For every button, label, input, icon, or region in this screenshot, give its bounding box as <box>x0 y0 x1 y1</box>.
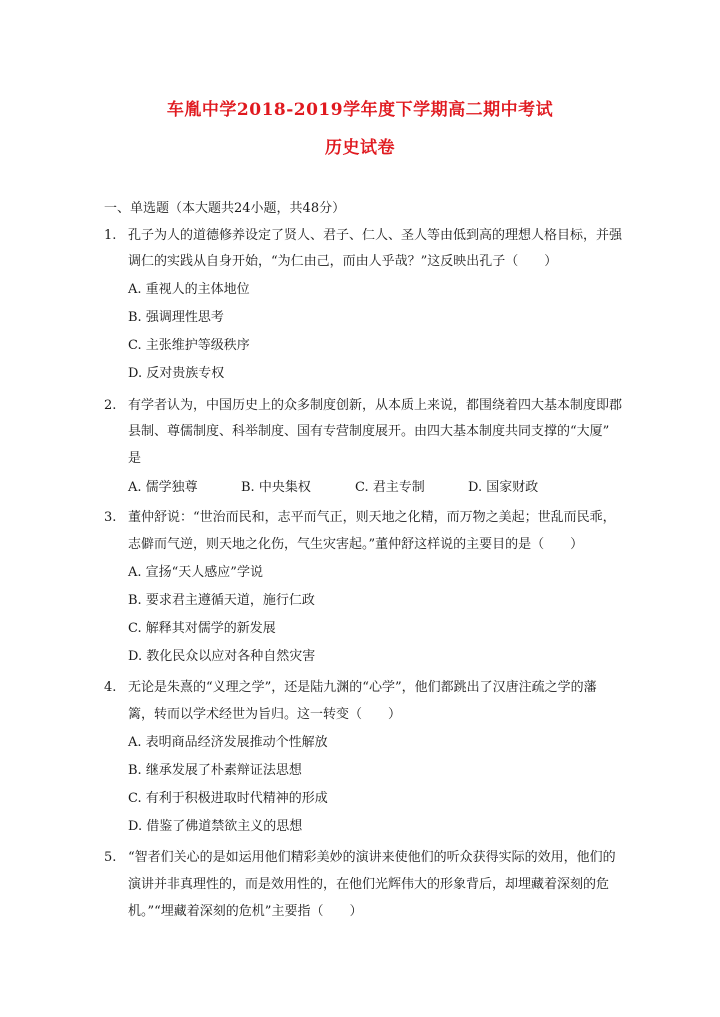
option-b: B. 继承发展了朴素辩证法思想 <box>128 763 302 778</box>
question-number: 2. <box>104 398 117 413</box>
question-number: 1. <box>104 228 117 243</box>
option-d: D. 国家财政 <box>468 480 539 495</box>
option-a: A. 宣扬“天人感应”学说 <box>128 565 263 580</box>
question-number: 5. <box>104 850 117 865</box>
option-b: B. 强调理性思考 <box>128 310 224 325</box>
question-text-line: 孔子为人的道德修养设定了贤人、君子、仁人、圣人等由低到高的理想人格目标，并强 <box>128 228 623 243</box>
option-c: C. 君主专制 <box>355 480 425 495</box>
question-text-line: 无论是朱熹的“义理之学”，还是陆九渊的“心学”，他们都跳出了汉唐注疏之学的藩 <box>128 680 597 695</box>
option-a: A. 表明商品经济发展推动个性解放 <box>128 735 328 750</box>
exam-subtitle: 历史试卷 <box>325 138 395 158</box>
question-number: 3. <box>104 510 117 525</box>
option-b: B. 中央集权 <box>241 480 311 495</box>
option-c: C. 解释其对儒学的新发展 <box>128 621 276 636</box>
option-c: C. 有利于积极进取时代精神的形成 <box>128 791 328 806</box>
option-d: D. 教化民众以应对各种自然灾害 <box>128 649 316 664</box>
question-text-line: 有学者认为，中国历史上的众多制度创新，从本质上来说，都围绕着四大基本制度即郡 <box>128 398 623 413</box>
option-c: C. 主张维护等级秩序 <box>128 338 250 353</box>
option-d: D. 反对贵族专权 <box>128 366 225 381</box>
question-text-line: 县制、尊儒制度、科举制度、国有专营制度展开。由四大基本制度共同支撑的“大厦” <box>128 424 610 439</box>
question-text-line: 篱，转而以学术经世为旨归。这一转变（ ） <box>128 707 402 722</box>
question-text-line: 志僻而气逆，则天地之化伤，气生灾害起。”董仲舒这样说的主要目的是（ ） <box>128 537 584 552</box>
question-text-line: 是 <box>128 451 142 466</box>
question-text-line: 演讲并非真理性的，而是效用性的，在他们光辉伟大的形象背后，却埋藏着深刻的危 <box>128 877 610 892</box>
exam-title: 车胤中学2018-2019学年度下学期高二期中考试 <box>166 100 554 120</box>
question-text-line: 机。”“埋藏着深刻的危机”主要指（ ） <box>128 904 363 919</box>
question-text-line: 调仁的实践从自身开始，“为仁由己，而由人乎哉？”这反映出孔子（ ） <box>128 254 558 269</box>
question-number: 4. <box>104 680 117 695</box>
section-header: 一、单选题（本大题共24小题，共48分） <box>104 201 346 216</box>
option-a: A. 重视人的主体地位 <box>128 282 250 297</box>
option-d: D. 借鉴了佛道禁欲主义的思想 <box>128 819 303 834</box>
option-b: B. 要求君主遵循天道，施行仁政 <box>128 593 315 608</box>
option-a: A. 儒学独尊 <box>128 480 198 495</box>
question-text-line: 董仲舒说：“世治而民和，志平而气正，则天地之化精，而万物之美起；世乱而民乖， <box>128 510 616 525</box>
question-text-line: “智者们关心的是如运用他们精彩美妙的演讲来使他们的听众获得实际的效用，他们的 <box>128 850 616 865</box>
